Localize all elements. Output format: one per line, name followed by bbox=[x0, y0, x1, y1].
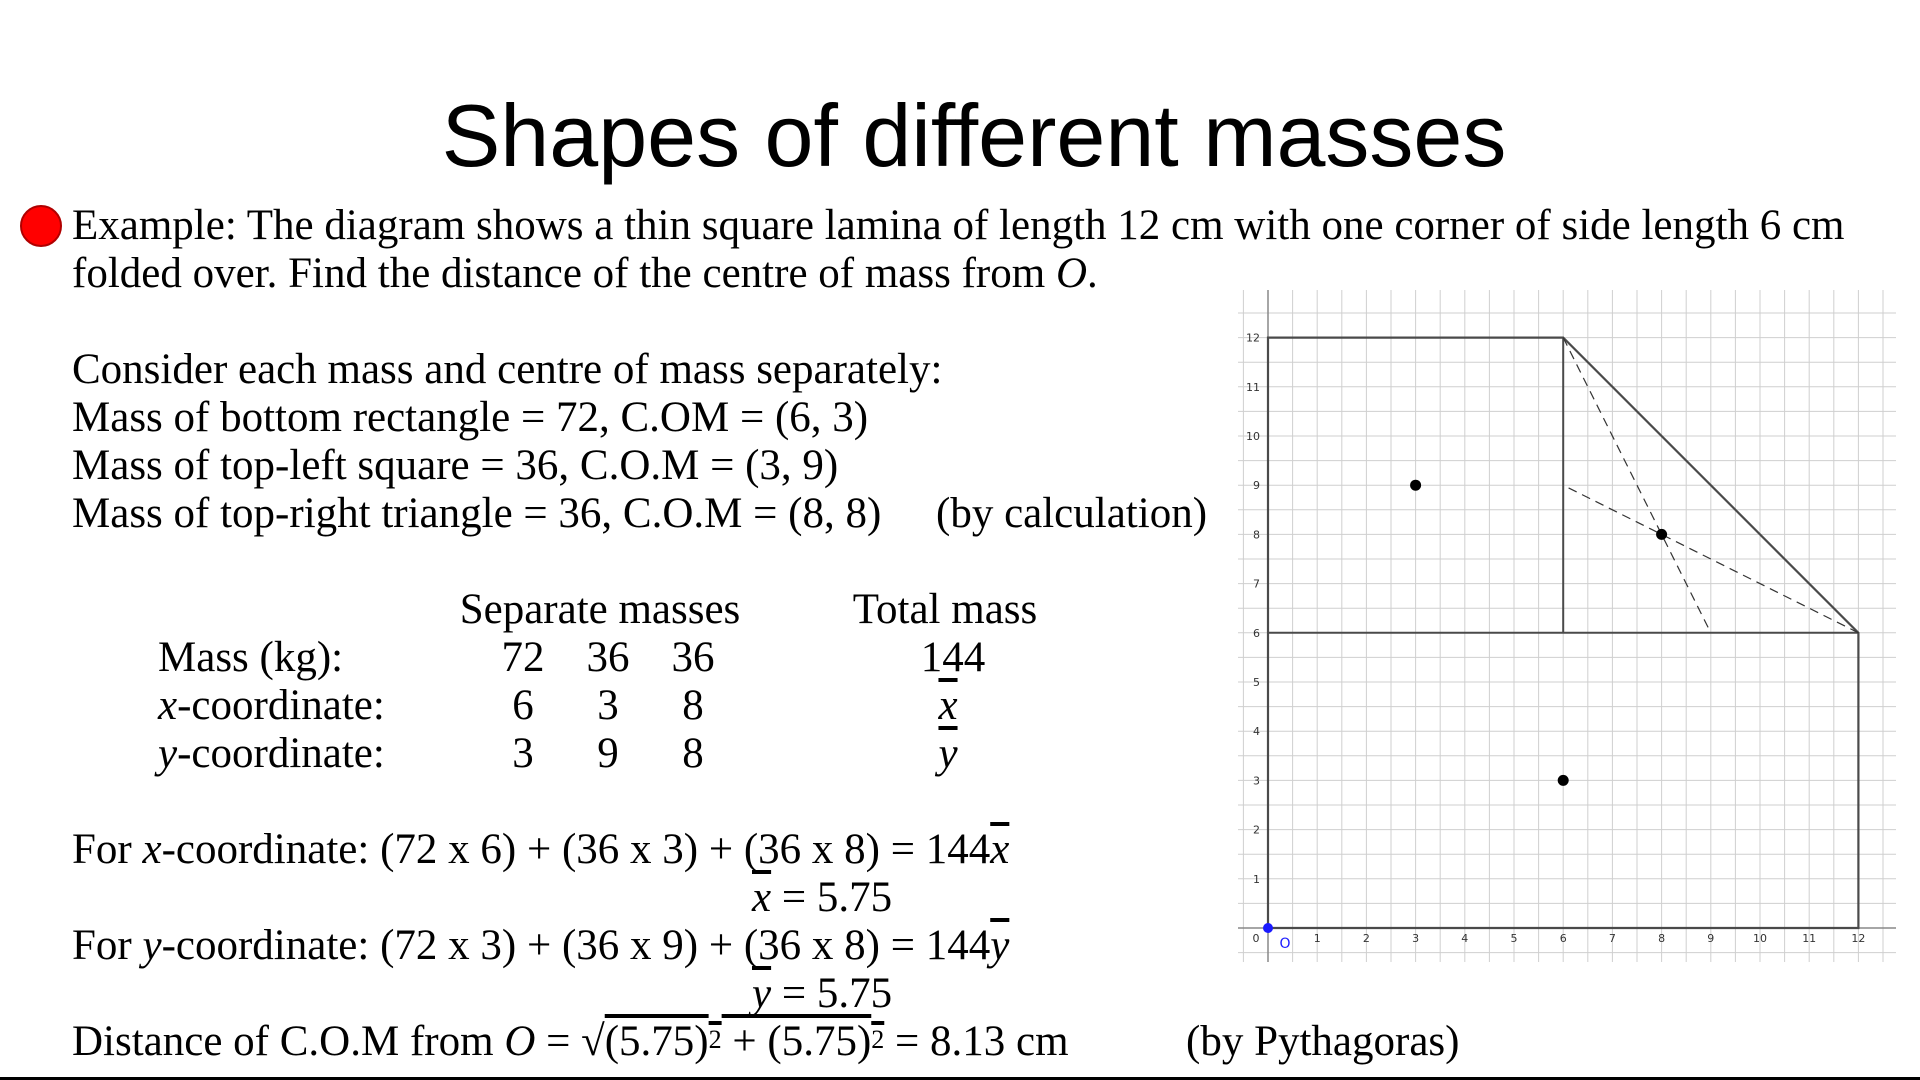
centre-of-mass-point bbox=[1410, 480, 1421, 491]
table-cell: 36 bbox=[671, 634, 715, 681]
table-header-total: Total mass bbox=[852, 586, 1038, 633]
origin-point bbox=[1263, 923, 1273, 933]
x-tick-label: 3 bbox=[1412, 932, 1420, 945]
centre-of-mass-point bbox=[1656, 529, 1667, 540]
lamina-diagram bbox=[1220, 290, 1900, 990]
y-tick-label: 11 bbox=[1246, 380, 1260, 394]
consider-line-4: Mass of top-right triangle = 36, C.O.M = (8, 8) bbox=[72, 490, 882, 537]
table-header-separate: Separate masses bbox=[459, 586, 741, 633]
table-cell: 6 bbox=[512, 682, 534, 729]
calc-x-line: For x-coordinate: (72 x 6) + (36 x 3) + (36 x $8) = 144\overline{x}$ bbox=[72, 826, 1010, 873]
table-cell: 36 bbox=[586, 634, 630, 681]
y-tick-label: 7 bbox=[1253, 577, 1260, 591]
table-row-label-x: x-coordinate: bbox=[158, 682, 385, 729]
lamina-diagram-svg bbox=[1220, 290, 1900, 990]
table-cell: 3 bbox=[512, 730, 534, 777]
x-tick-label: 7 bbox=[1608, 932, 1616, 945]
table-cell: 9 bbox=[597, 730, 619, 777]
calc-y-result: $\overline{y} = 5.75$ bbox=[752, 970, 893, 1017]
x-tick-label: 10 bbox=[1753, 932, 1767, 945]
example-line-2: folded over. Find the distance of the centre of mass from O. bbox=[72, 250, 1098, 297]
table-cell: 72 bbox=[501, 634, 545, 681]
by-pythagoras-note: (by Pythagoras) bbox=[1186, 1018, 1460, 1065]
x-tick-label: 1 bbox=[1313, 932, 1321, 945]
table-cell-ybar: $\overline{y}$ bbox=[938, 730, 958, 777]
x-tick-label: 0 bbox=[1252, 932, 1260, 945]
table-cell: 3 bbox=[597, 682, 619, 729]
red-bullet-icon bbox=[20, 205, 62, 247]
table-row-label-y: y-coordinate: bbox=[158, 730, 385, 777]
y-tick-label: 5 bbox=[1253, 676, 1260, 689]
y-tick-label: 4 bbox=[1253, 725, 1260, 739]
y-tick-label: 9 bbox=[1253, 479, 1260, 493]
table-cell: 8 bbox=[682, 730, 704, 777]
page-title: Shapes of different masses bbox=[441, 86, 1507, 185]
y-tick-label: 6 bbox=[1253, 626, 1260, 640]
table-cell-total: 144 bbox=[920, 634, 986, 681]
consider-line-3: Mass of top-left square = 36, C.O.M = (3, 9) bbox=[72, 442, 839, 489]
calc-y-line: For y-coordinate: (72 x 3) + (36 x 9) + (36 x $8) = 144\overline{y}$ bbox=[72, 922, 1010, 969]
centre-of-mass-point bbox=[1558, 775, 1569, 786]
y-tick-label: 1 bbox=[1253, 872, 1260, 886]
table-row-label-mass: Mass (kg): bbox=[158, 634, 344, 681]
y-tick-label: 3 bbox=[1253, 774, 1260, 788]
y-tick-label: 2 bbox=[1253, 823, 1260, 837]
y-tick-label: 8 bbox=[1253, 528, 1260, 542]
y-tick-label: 10 bbox=[1246, 430, 1260, 443]
x-tick-label: 4 bbox=[1461, 932, 1469, 945]
consider-line-2: Mass of bottom rectangle = 72, C.OM = (6, 3) bbox=[72, 394, 869, 441]
x-tick-label: 6 bbox=[1559, 932, 1567, 945]
calc-x-result: $\overline{x} = 5.75$ bbox=[752, 874, 893, 921]
origin-label: O bbox=[1279, 936, 1291, 952]
x-tick-label: 12 bbox=[1851, 932, 1866, 945]
distance-line: Distance of C.O.M from $O = √(5.75)^2 + (5.75)^2 = 8.13$ cm bbox=[72, 1018, 1069, 1065]
example-line-1: Example: The diagram shows a thin square lamina of length 12 cm with one corner of side length 6 cm bbox=[72, 202, 1845, 249]
x-tick-label: 5 bbox=[1510, 932, 1518, 945]
table-cell-xbar: $\overline{x}$ bbox=[938, 682, 958, 729]
table-cell: 8 bbox=[682, 682, 704, 729]
by-calculation-note: (by calculation) bbox=[936, 490, 1208, 537]
x-tick-label: 11 bbox=[1802, 932, 1817, 945]
consider-line-1: Consider each mass and centre of mass separately: bbox=[72, 346, 943, 393]
x-tick-label: 8 bbox=[1658, 932, 1666, 945]
x-tick-label: 2 bbox=[1362, 932, 1370, 945]
x-tick-label: 9 bbox=[1707, 932, 1715, 945]
y-tick-label: 12 bbox=[1246, 331, 1260, 345]
